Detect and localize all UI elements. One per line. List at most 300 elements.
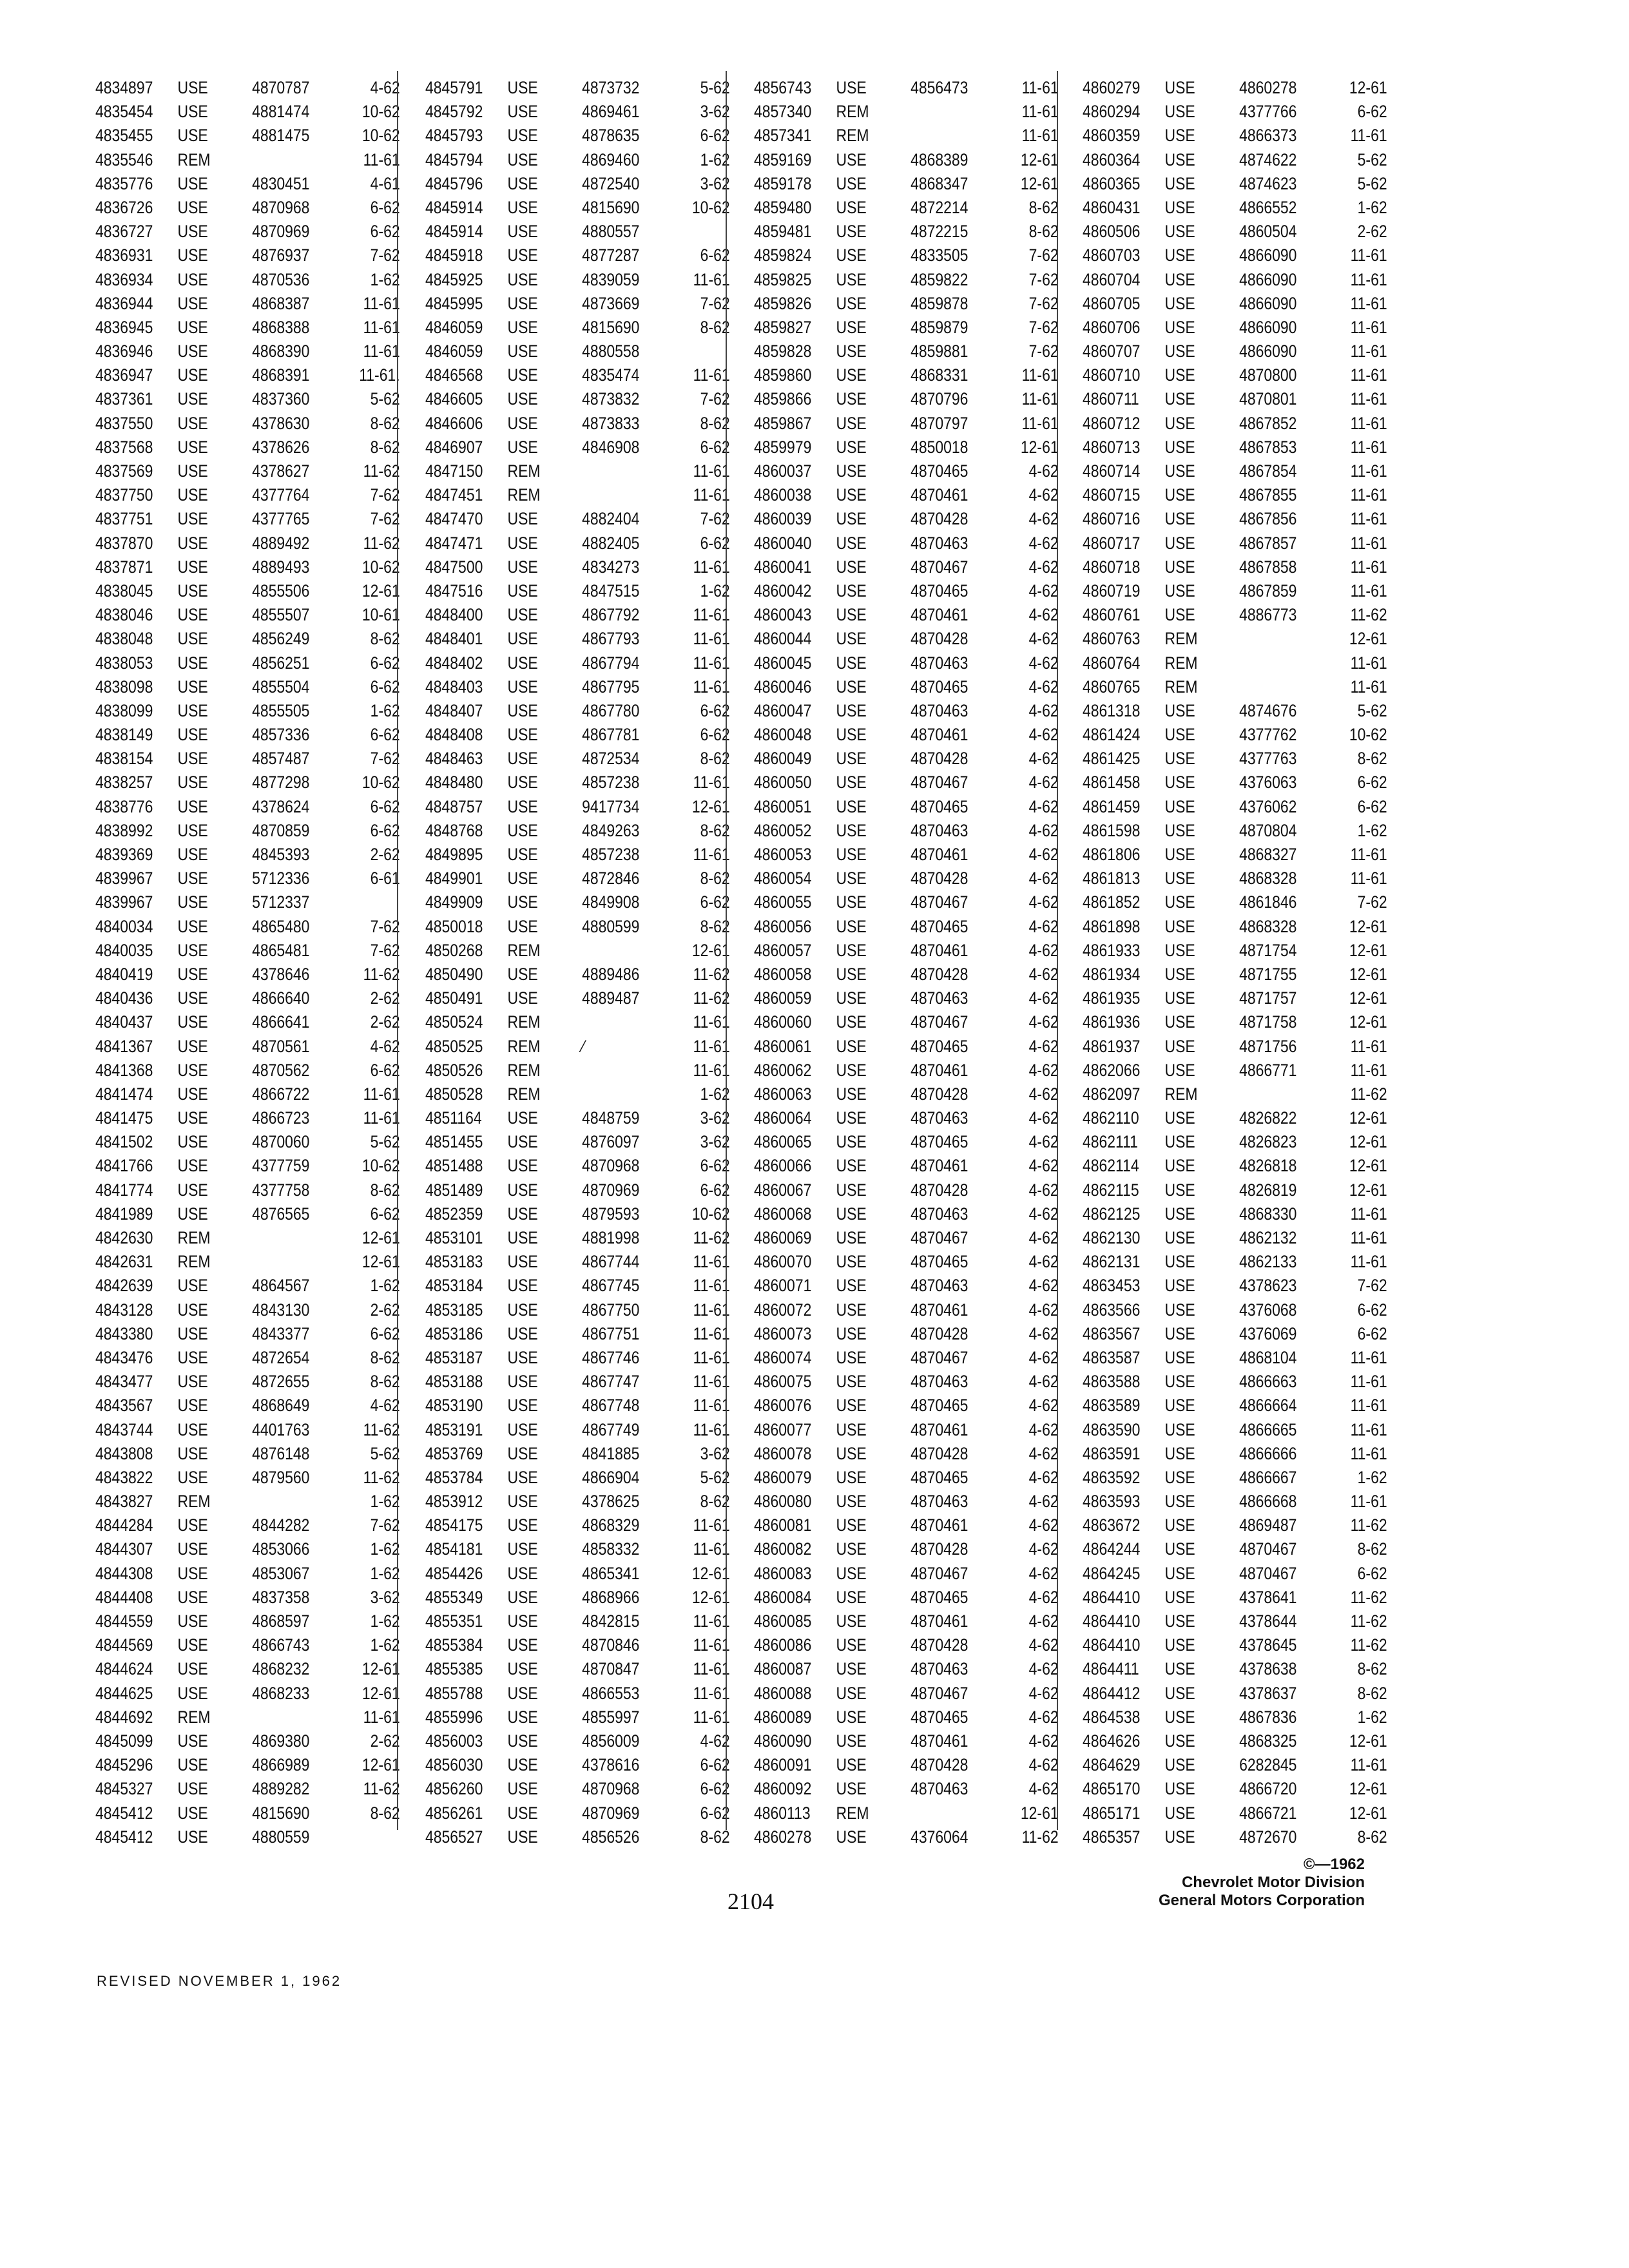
effective-date: 12-61 (1349, 1779, 1387, 1799)
effective-date: 8-62 (700, 820, 730, 840)
action: USE (1164, 1539, 1195, 1559)
action: USE (177, 1827, 208, 1847)
action: USE (1164, 197, 1195, 217)
action: USE (836, 869, 867, 889)
part-number: 4860278 (754, 1827, 812, 1847)
effective-date: 4-62 (1028, 796, 1059, 816)
action: USE (177, 557, 208, 577)
parts-row (754, 699, 1059, 723)
effective-date: 12-61 (1349, 1731, 1387, 1751)
parts-row (425, 1729, 730, 1753)
effective-date: 11-61 (1021, 389, 1059, 409)
replacement-number: 4867748 (582, 1396, 640, 1416)
parts-row (95, 1370, 400, 1394)
parts-row (1083, 795, 1387, 819)
action: USE (507, 700, 538, 720)
effective-date: 8-62 (370, 437, 400, 457)
action: USE (507, 1611, 538, 1631)
action: USE (1164, 1587, 1195, 1607)
replacement-number: 4867854 (1239, 461, 1297, 481)
part-number: 4848757 (425, 796, 483, 816)
effective-date: 12-61 (361, 1252, 400, 1272)
parts-row (95, 244, 400, 267)
part-number: 4849901 (425, 869, 483, 889)
part-number: 4860087 (754, 1659, 812, 1679)
parts-row (425, 1777, 730, 1801)
parts-row (1083, 1657, 1387, 1681)
part-number: 4850491 (425, 988, 483, 1008)
part-number: 4861424 (1083, 725, 1141, 745)
parts-row (754, 1202, 1059, 1226)
replacement-number: 4866723 (252, 1108, 310, 1128)
action: USE (177, 1803, 208, 1823)
parts-row (1083, 436, 1387, 459)
part-number: 4841774 (95, 1180, 153, 1200)
parts-row (1083, 172, 1387, 196)
parts-row (754, 1586, 1059, 1610)
action: USE (507, 581, 538, 601)
replacement-number: 4842815 (582, 1611, 640, 1631)
replacement-number: 4889492 (252, 533, 310, 553)
action: USE (507, 964, 538, 984)
replacement-number: 4870463 (911, 1779, 969, 1799)
effective-date: 11-61 (363, 1707, 400, 1727)
action: USE (836, 892, 867, 912)
parts-row (1083, 555, 1387, 579)
parts-row (1083, 100, 1387, 124)
effective-date: 12-61 (361, 1755, 400, 1775)
action: REM (507, 461, 541, 481)
parts-row (425, 963, 730, 986)
parts-row (425, 1802, 730, 1825)
effective-date: 6-62 (1357, 1300, 1387, 1320)
effective-date: 8-62 (700, 1492, 730, 1512)
replacement-number: 4870461 (911, 485, 969, 505)
action: USE (836, 1060, 867, 1080)
effective-date: 11-61 (1350, 1252, 1387, 1272)
replacement-number: 4870467 (911, 557, 969, 577)
part-number: 4856743 (754, 78, 812, 97)
parts-row (1083, 1106, 1387, 1130)
part-number: 4836726 (95, 197, 153, 217)
replacement-number: 4866722 (252, 1084, 310, 1104)
part-number: 4857340 (754, 102, 812, 122)
action: USE (1164, 461, 1195, 481)
parts-row (754, 1154, 1059, 1178)
effective-date: 4-62 (1028, 1108, 1059, 1128)
parts-row (95, 1537, 400, 1561)
replacement-number: 4867859 (1239, 581, 1297, 601)
effective-date: 4-62 (1028, 1611, 1059, 1631)
parts-row (95, 1418, 400, 1442)
effective-date: 11-61 (1350, 653, 1387, 673)
parts-row (425, 507, 730, 531)
part-number: 4860071 (754, 1276, 812, 1296)
effective-date: 12-61 (1349, 988, 1387, 1008)
effective-date: 4-62 (1028, 773, 1059, 793)
action: REM (1164, 1084, 1198, 1104)
replacement-number: 4826823 (1239, 1132, 1297, 1152)
part-number: 4860711 (1083, 389, 1139, 409)
action: USE (177, 317, 208, 337)
part-number: 4863566 (1083, 1300, 1141, 1320)
effective-date: 4-62 (1028, 533, 1059, 553)
part-number: 4860359 (1083, 126, 1141, 146)
replacement-number: 4873732 (582, 78, 640, 97)
part-number: 4844624 (95, 1659, 153, 1679)
effective-date: 8-62 (1357, 1827, 1387, 1847)
part-number: 4855351 (425, 1611, 483, 1631)
action: REM (1164, 653, 1198, 673)
action: USE (507, 293, 538, 313)
effective-date: 12-61 (691, 796, 730, 816)
effective-date: 11-62 (693, 964, 730, 984)
parts-row (1083, 1562, 1387, 1586)
replacement-number: 4870463 (911, 1108, 969, 1128)
effective-date: 5-62 (370, 1443, 400, 1463)
replacement-number: 4839059 (582, 269, 640, 289)
action: USE (1164, 940, 1195, 960)
part-number: 4841766 (95, 1156, 153, 1176)
replacement-number: 4870465 (911, 461, 969, 481)
parts-row (1083, 1729, 1387, 1753)
replacement-number: 4866090 (1239, 245, 1297, 265)
part-number: 4859480 (754, 197, 812, 217)
part-number: 4846605 (425, 389, 483, 409)
parts-row (754, 1250, 1059, 1274)
action: USE (1164, 892, 1195, 912)
replacement-number: 4868966 (582, 1587, 640, 1607)
parts-row (1083, 1777, 1387, 1801)
replacement-number: 4866771 (1239, 1060, 1297, 1080)
action: USE (1164, 1659, 1195, 1679)
effective-date: 10-62 (361, 126, 400, 146)
replacement-number: 4870428 (911, 1180, 969, 1200)
parts-row (1083, 268, 1387, 292)
effective-date: 1-62 (700, 149, 730, 169)
action: USE (836, 222, 867, 242)
replacement-number: 4878635 (582, 126, 640, 146)
action: USE (177, 1132, 208, 1152)
action: REM (836, 126, 869, 146)
effective-date: 11-61 (1350, 461, 1387, 481)
effective-date: 11-61 (1350, 581, 1387, 601)
parts-row (95, 1394, 400, 1418)
parts-row (754, 1059, 1059, 1082)
replacement-number: 4866989 (252, 1755, 310, 1775)
action: REM (177, 149, 211, 169)
replacement-number: 4378625 (582, 1492, 640, 1512)
effective-date: 11-61 (1350, 1443, 1387, 1463)
part-number: 4843808 (95, 1443, 153, 1463)
replacement-number: 4378645 (1239, 1635, 1297, 1655)
parts-row (754, 1298, 1059, 1322)
action: USE (507, 1252, 538, 1272)
action: USE (507, 1659, 538, 1679)
effective-date: 5-62 (700, 1467, 730, 1487)
effective-date: 12-61 (1349, 1012, 1387, 1032)
parts-row (754, 627, 1059, 651)
replacement-number: 4378646 (252, 964, 310, 984)
parts-row (95, 363, 400, 387)
part-number: 4844559 (95, 1611, 153, 1631)
effective-date: 10-62 (361, 773, 400, 793)
part-number: 4860054 (754, 869, 812, 889)
effective-date: 10-62 (1349, 725, 1387, 745)
parts-row (95, 1226, 400, 1250)
part-number: 4843128 (95, 1300, 153, 1320)
replacement-number: 4870801 (1239, 389, 1297, 409)
action: USE (1164, 269, 1195, 289)
effective-date: 1-62 (1357, 197, 1387, 217)
replacement-number: 4860278 (1239, 78, 1297, 97)
effective-date: 4-62 (1028, 964, 1059, 984)
effective-date: 8-62 (700, 869, 730, 889)
effective-date: 11-62 (363, 533, 400, 553)
replacement-number: 4866668 (1239, 1492, 1297, 1512)
part-number: 4838992 (95, 820, 153, 840)
part-number: 4860704 (1083, 269, 1141, 289)
part-number: 4861936 (1083, 1012, 1141, 1032)
replacement-number: 4377762 (1239, 725, 1297, 745)
parts-row (425, 1154, 730, 1178)
replacement-number: 4870463 (911, 820, 969, 840)
replacement-number: 4871756 (1239, 1036, 1297, 1056)
part-number: 4860050 (754, 773, 812, 793)
parts-row (754, 1729, 1059, 1753)
parts-row (425, 1466, 730, 1490)
effective-date: 3-62 (700, 1108, 730, 1128)
replacement-number: 4880599 (582, 916, 640, 936)
parts-row (754, 890, 1059, 914)
effective-date: 6-62 (370, 1204, 400, 1224)
replacement-number: 4865481 (252, 940, 310, 960)
replacement-number: 4377758 (252, 1180, 310, 1200)
effective-date: 2-62 (370, 988, 400, 1008)
parts-row (754, 459, 1059, 483)
action: USE (1164, 102, 1195, 122)
part-number: 4836727 (95, 222, 153, 242)
replacement-number: 4867836 (1239, 1707, 1297, 1727)
action: USE (507, 1132, 538, 1152)
replacement-number: 4856473 (911, 78, 969, 97)
effective-date: 11-61 (1350, 1036, 1387, 1056)
replacement-number: 4868325 (1239, 1731, 1297, 1751)
parts-row (425, 316, 730, 340)
action: USE (1164, 1347, 1195, 1367)
parts-row (425, 436, 730, 459)
replacement-number: 4870465 (911, 581, 969, 601)
part-number: 4859825 (754, 269, 812, 289)
part-number: 4860045 (754, 653, 812, 673)
effective-date: 4-62 (370, 78, 400, 97)
effective-date: 6-62 (370, 1060, 400, 1080)
effective-date: 11-61 (693, 1347, 730, 1367)
parts-row (1083, 867, 1387, 890)
action: USE (507, 1635, 538, 1655)
part-number: 4860048 (754, 725, 812, 745)
replacement-number: 4866090 (1239, 341, 1297, 361)
effective-date: 4-62 (370, 1036, 400, 1056)
parts-row (1083, 1082, 1387, 1106)
part-number: 4840436 (95, 988, 153, 1008)
part-number: 4851489 (425, 1180, 483, 1200)
parts-row (754, 1466, 1059, 1490)
part-number: 4861934 (1083, 964, 1141, 984)
effective-date: 11-61 (1350, 126, 1387, 146)
action: USE (507, 1443, 538, 1463)
parts-row (95, 1010, 400, 1034)
action: USE (836, 1635, 867, 1655)
effective-date: 11-61 (1350, 1204, 1387, 1224)
action: USE (177, 1683, 208, 1703)
replacement-number: 4843130 (252, 1300, 310, 1320)
action: USE (507, 1827, 538, 1847)
parts-row (425, 172, 730, 196)
part-number: 4864410 (1083, 1635, 1141, 1655)
effective-date: 11-61 (1350, 1755, 1387, 1775)
replacement-number: 4859822 (911, 269, 969, 289)
part-number: 4835546 (95, 149, 153, 169)
effective-date: 11-61 (1350, 533, 1387, 553)
part-number: 4860076 (754, 1396, 812, 1416)
part-number: 4848400 (425, 605, 483, 625)
action: USE (507, 1755, 538, 1775)
replacement-number: 4848759 (582, 1108, 640, 1128)
part-number: 4852359 (425, 1204, 483, 1224)
parts-row (95, 651, 400, 675)
effective-date: 1-62 (370, 1492, 400, 1512)
part-number: 4860057 (754, 940, 812, 960)
effective-date: 4-62 (1028, 749, 1059, 769)
action: USE (177, 78, 208, 97)
effective-date: 6-62 (700, 700, 730, 720)
action: USE (507, 269, 538, 289)
part-number: 4853190 (425, 1396, 483, 1416)
part-number: 4859826 (754, 293, 812, 313)
parts-row (1083, 819, 1387, 843)
effective-date: 8-62 (1357, 749, 1387, 769)
effective-date: 11-61 (1350, 509, 1387, 529)
part-number: 4844408 (95, 1587, 153, 1607)
parts-row (425, 244, 730, 267)
replacement-number: 4872540 (582, 173, 640, 193)
action: USE (1164, 1036, 1195, 1056)
replacement-number: 4870859 (252, 820, 310, 840)
effective-date: 4-62 (1028, 677, 1059, 697)
action: USE (177, 700, 208, 720)
replacement-number: 4866665 (1239, 1419, 1297, 1439)
effective-date: 11-61 (1350, 1347, 1387, 1367)
parts-row (754, 172, 1059, 196)
action: USE (507, 389, 538, 409)
replacement-number: 4376064 (911, 1827, 969, 1847)
part-number: 4862097 (1083, 1084, 1141, 1104)
part-number: 4838154 (95, 749, 153, 769)
action: USE (177, 677, 208, 697)
effective-date: 11-62 (1350, 605, 1387, 625)
replacement-number: 4877287 (582, 245, 640, 265)
action: USE (507, 1156, 538, 1176)
effective-date: 6-62 (370, 677, 400, 697)
parts-row (425, 412, 730, 436)
parts-row (425, 76, 730, 100)
parts-row (425, 1035, 730, 1059)
action: USE (836, 1396, 867, 1416)
effective-date: 2-62 (370, 1731, 400, 1751)
replacement-number: 4870461 (911, 605, 969, 625)
part-number: 4860090 (754, 1731, 812, 1751)
action: REM (507, 940, 541, 960)
replacement-number: 4889486 (582, 964, 640, 984)
replacement-number: 4870465 (911, 1036, 969, 1056)
parts-row (754, 963, 1059, 986)
parts-row (754, 507, 1059, 531)
publisher-credit (1159, 1856, 1365, 1910)
action: USE (507, 557, 538, 577)
parts-row (425, 1586, 730, 1610)
action: USE (177, 197, 208, 217)
part-number: 4845925 (425, 269, 483, 289)
parts-row (95, 1082, 400, 1106)
effective-date: 11-61 (1021, 78, 1059, 97)
parts-row (95, 148, 400, 172)
replacement-number: 4867857 (1239, 533, 1297, 553)
replacement-number: 4870968 (582, 1156, 640, 1176)
replacement-number: 4870847 (582, 1659, 640, 1679)
part-number: 4864629 (1083, 1755, 1141, 1775)
action: USE (177, 269, 208, 289)
replacement-number: 4882405 (582, 533, 640, 553)
part-number: 4860063 (754, 1084, 812, 1104)
part-number: 4860715 (1083, 485, 1141, 505)
action: USE (177, 581, 208, 601)
replacement-number: 4866743 (252, 1635, 310, 1655)
parts-row (425, 1610, 730, 1633)
part-number: 4845914 (425, 222, 483, 242)
replacement-number: 4837360 (252, 389, 310, 409)
action: USE (1164, 1707, 1195, 1727)
part-number: 4860066 (754, 1156, 812, 1176)
effective-date: 11-61 (693, 1276, 730, 1296)
part-number: 4844569 (95, 1635, 153, 1655)
parts-row (1083, 1154, 1387, 1178)
action: USE (836, 1443, 867, 1463)
part-number: 4844284 (95, 1515, 153, 1535)
action: USE (836, 581, 867, 601)
action: USE (177, 1180, 208, 1200)
part-number: 4859828 (754, 341, 812, 361)
part-number: 4847471 (425, 533, 483, 553)
column-4 (1083, 76, 1387, 1849)
action: USE (1164, 1012, 1195, 1032)
replacement-number: 4889487 (582, 988, 640, 1008)
action: USE (507, 365, 538, 385)
part-number: 4860761 (1083, 605, 1141, 625)
effective-date: 12-61 (1349, 1180, 1387, 1200)
effective-date: 6-62 (700, 245, 730, 265)
replacement-number: 4879593 (582, 1204, 640, 1224)
replacement-number: 4866663 (1239, 1372, 1297, 1392)
parts-row (1083, 196, 1387, 220)
action: USE (177, 413, 208, 433)
replacement-number: 4867856 (1239, 509, 1297, 529)
replacement-number: 4870968 (582, 1779, 640, 1799)
action: USE (836, 1492, 867, 1512)
replacement-number: 4870465 (911, 916, 969, 936)
action: USE (177, 1443, 208, 1463)
replacement-number: 4867795 (582, 677, 640, 697)
